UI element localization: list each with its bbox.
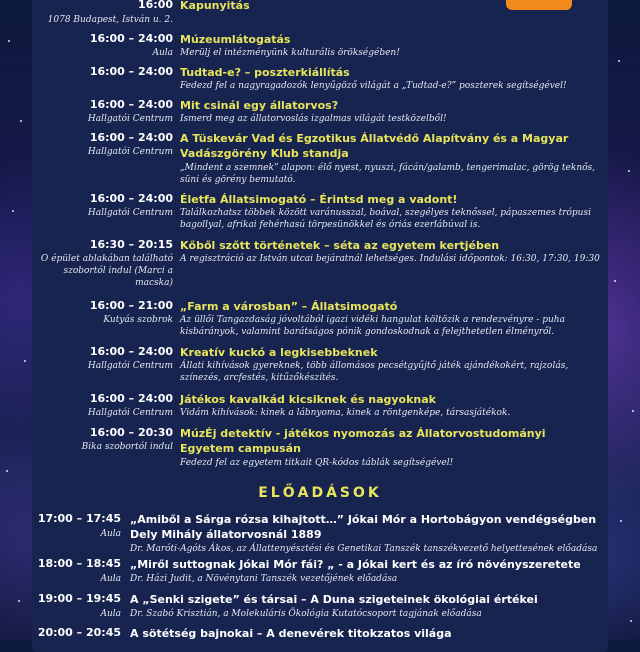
item-title: Életfa Állatsimogató – Érintsd meg a vadont! [180,193,458,206]
lecture-time: 20:00 – 20:45 [37,626,121,639]
star [632,410,634,412]
lecture-time: 18:00 – 18:45 [37,557,121,570]
item-time: 16:00 – 20:30 [89,426,173,439]
item-title: Kreatív kuckó a legkisebbeknek [180,346,378,359]
lecture-desc: Dr. Maróti-Agóts Ákos, az Állattenyésztési és Genetikai Tanszék tanszékvezető helyettesének előadása [130,544,598,554]
item-desc: Fedezd fel a nagyragadozók lenyűgöző világát a „Tudtad-e?” poszterek segítségével! [180,81,567,91]
item-title: Játékos kavalkád kicsiknek és nagyoknak [180,393,436,406]
item-time: 16:00 – 24:00 [89,345,173,358]
star [614,280,616,282]
star [8,40,10,42]
item-time: 16:00 [137,0,173,11]
item-time: 16:00 – 21:00 [89,299,173,312]
item-time: 16:00 – 24:00 [89,65,173,78]
star [618,60,620,62]
item-time: 16:00 – 24:00 [89,98,173,111]
item-desc: A regisztráció az István utcai bejáratnál lehetséges. Indulási időpontok: 16:30, 17:30, 19:30 [180,254,600,264]
item-title: Mit csinál egy állatorvos? [180,99,339,112]
item-desc: Vidám kihívások: kinek a lábnyoma, kinek a röntgenképe, társasjátékok. [180,408,511,418]
item-title: Kőből szőtt történetek – séta az egyetem kertjében [180,239,500,252]
star [24,360,26,362]
item-place: 1078 Budapest, István u. 2. [47,15,173,25]
item-desc: Fedezd fel az egyetem titkait QR-kódos táblák segítségével! [180,458,454,468]
star [620,520,622,522]
lecture-title: A sötétség bajnokai – A denevérek titokzatos világa [130,627,452,640]
item-place: Hallgatói Centrum [87,408,173,418]
item-desc: Találkozhatsz többek között varánusszal, boával, szegélyes teknőssel, pápaszemes trópusi bagollyal, afrikai fehérhasú törpesünökkel és óriás ezerlábúval is. [180,208,591,230]
item-place: Hallgatói Centrum [87,147,173,157]
item-desc: Ismerd meg az állatorvoslás izgalmas világát testközelből! [180,114,447,124]
item-place: Hallgatói Centrum [87,114,173,124]
item-place: Hallgatói Centrum [87,361,173,371]
item-desc: „Mindent a szemnek” alapon: élő nyest, nyuszi, fácán/galamb, tengerimalac, görög teknős, süni és görény bemutató. [180,163,596,185]
item-place: Bika szobortól indul [81,442,173,452]
lecture-title: „Miről suttognak Jókai Mór fái? „ - a Jókai kert és az író növényszeretete [130,558,581,571]
item-desc: Állati kihívások gyereknek, több állomásos pecsétgyűjtő játék ajándékokért, rajzolás, színezés, arcfestés, kitűzőkészítés. [180,361,569,383]
star [20,120,22,122]
item-title: A Tüskevár Vad és Egzotikus Állatvédő Alapítvány és a Magyar Vadászgörény Klub standja [180,132,569,160]
star [628,170,630,172]
item-place: O épület ablakában található szobortól indul (Marci a macska) [40,254,173,288]
lecture-place: Aula [100,574,121,584]
item-place: Aula [152,48,173,58]
lectures-heading: ELŐADÁSOK [258,485,382,501]
star [630,620,632,622]
item-time: 16:00 – 24:00 [89,32,173,45]
lecture-desc: Dr. Házi Judit, a Növénytani Tanszék vezetőjének előadása [130,574,398,584]
lecture-place: Aula [100,609,121,619]
item-desc: Az üllői Tangazdaság jóvoltából igazi vidéki hangulat költözik a rendezvényre - puha kisbárányok, valamint barátságos pónik gondoskodnak a felejthetetlen élményről. [180,315,565,337]
item-title: Múzeumlátogatás [180,33,291,46]
star [6,470,8,472]
item-place: Hallgatói Centrum [87,208,173,218]
item-title: „Farm a városban” – Állatsimogató [180,300,398,313]
item-place: Kutyás szobrok [103,315,173,325]
lecture-time: 19:00 – 19:45 [37,592,121,605]
lecture-place: Aula [100,529,121,539]
lecture-time: 17:00 – 17:45 [37,512,121,525]
lecture-title: A „Senki szigete” és társai – A Duna szigeteinek ökológiai értékei [130,593,538,606]
item-desc: Merülj el intézményünk kulturális örökségében! [180,48,400,58]
item-time: 16:00 – 24:00 [89,192,173,205]
star [18,600,20,602]
item-title: MúzÉj detektív - játékos nyomozás az Állatorvostudományi Egyetem campusán [180,427,546,455]
item-time: 16:30 – 20:15 [89,238,173,251]
star [12,210,14,212]
lecture-title: „Amiből a Sárga rózsa kihajtott…” Jókai Mór a Hortobágyon vendégségben Dely Mihály állatorvosnál 1889 [130,513,597,541]
item-title: Kapunyitás [180,0,250,12]
item-title: Tudtad-e? – poszterkiállítás [180,66,350,79]
item-time: 16:00 – 24:00 [89,131,173,144]
item-time: 16:00 – 24:00 [89,392,173,405]
lecture-desc: Dr. Szabó Krisztián, a Molekuláris Ökológia Kutatócsoport tagjának előadása [130,609,482,619]
